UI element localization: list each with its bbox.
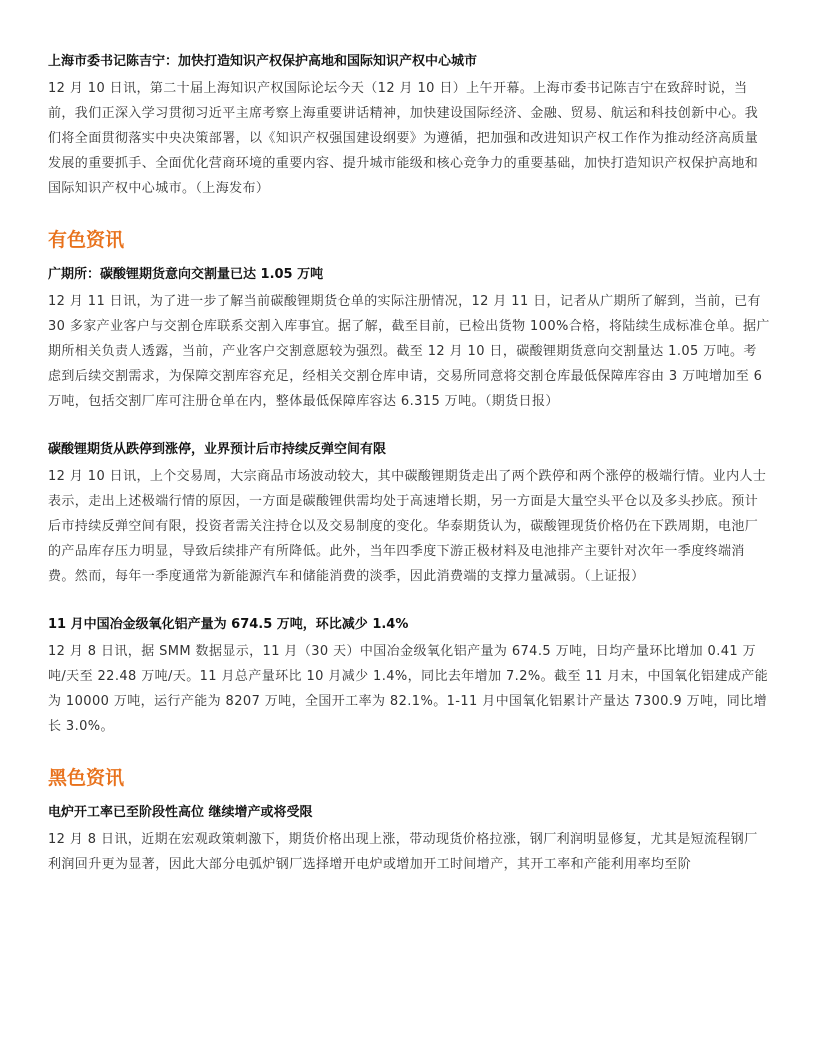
article-alumina-output	[48, 615, 770, 739]
article-body: 12 月 8 日讯，近期在宏观政策刺激下，期货价格出现上涨，带动现货价格拉涨，钢厂利润明显修复，尤其是短流程钢厂利润回升更为显著，因此大部分电弧炉钢厂选择增开电炉或增加开工时间增产，其开工率和产能利用率均至阶	[48, 832, 758, 872]
section-ferrous	[48, 765, 770, 877]
article-body: 12 月 10 日讯，第二十届上海知识产权国际论坛今天（12 月 10 日）上午开幕。上海市委书记陈吉宁在致辞时说，当前，我们正深入学习贯彻习近平主席考察上海重要讲话精神，加快建设国际经济、金融、贸易、航运和科技创新中心。我们将全面贯彻落实中央决策部署，以《知识产权强国建设纲要》为遵循，把加强和改进知识产权工作作为推动经济高质量发展的重要抓手、全面优化营商环境的重要内容、提升城市能级和核心竞争力的重要基础，加快打造知识产权保护高地和国际知识产权中心城市。（上海发布）	[48, 81, 759, 196]
article-title: 电炉开工率已至阶段性高位 继续增产或将受限	[48, 805, 313, 820]
article-title: 上海市委书记陈吉宁：加快打造知识产权保护高地和国际知识产权中心城市	[48, 54, 478, 69]
article-lithium-limit	[48, 440, 770, 589]
article-lithium-delivery	[48, 265, 770, 414]
section-nonferrous	[48, 227, 770, 739]
article-body: 12 月 10 日讯，上个交易周，大宗商品市场波动较大，其中碳酸锂期货走出了两个跌停和两个涨停的极端行情。业内人士表示，走出上述极端行情的原因，一方面是碳酸锂供需均处于高速增长期，另一方面是大量空头平仓以及多头抄底。预计后市持续反弹空间有限，投资者需关注持仓以及交易制度的变化。华泰期货认为，碳酸锂现货价格仍在下跌周期，电池厂的产品库存压力明显，导致后续排产有所降低。此外，当年四季度下游正极材料及电池排产主要针对次年一季度终端消费。然而，每年一季度通常为新能源汽车和储能消费的淡季，因此消费端的支撑力量减弱。（上证报）	[48, 469, 767, 584]
article-shanghai-ip	[48, 52, 770, 201]
article-body: 12 月 11 日讯，为了进一步了解当前碳酸锂期货仓单的实际注册情况，12 月 11 日，记者从广期所了解到，当前，已有 30 多家产业客户与交割仓库联系交割入库事宜。据了解，截至目前，已检出货物 100%合格，将陆续生成标准仓单。据广期所相关负责人透露，当前，产业客户交割意愿较为强烈。截至 12 月 10 日，碳酸锂期货意向交割量达 1.05 万吨。考虑到后续交割需求，为保障交割库容充足，经相关交割仓库申请，交易所同意将交割仓库最低保障库容由 3 万吨增加至 6 万吨，包括交割厂库可注册仓单在内，整体最低保障库容达 6.315 万吨。（期货日报）	[48, 294, 770, 409]
article-title: 碳酸锂期货从跌停到涨停，业界预计后市持续反弹空间有限	[48, 442, 387, 457]
article-title: 广期所：碳酸锂期货意向交割量已达 1.05 万吨	[48, 267, 324, 282]
section-heading: 有色资讯	[48, 229, 125, 251]
article-body: 12 月 8 日讯，据 SMM 数据显示，11 月（30 天）中国冶金级氧化铝产量为 674.5 万吨，日均产量环比增加 0.41 万吨/天至 22.48 万吨/天。11 月总产量环比 10 月减少 1.4%，同比去年增加 7.2%。截至 11 月末，中国氧化铝建成产能为 10000 万吨，运行产能为 8207 万吨，全国开工率为 82.1%。1-11 月中国氧化铝累计产量达 7300.9 万吨，同比增长 3.0%。	[48, 644, 769, 734]
article-title: 11 月中国冶金级氧化铝产量为 674.5 万吨，环比减少 1.4%	[48, 617, 409, 632]
section-heading: 黑色资讯	[48, 767, 125, 789]
document-page	[48, 52, 770, 877]
article-electric-furnace	[48, 803, 770, 877]
